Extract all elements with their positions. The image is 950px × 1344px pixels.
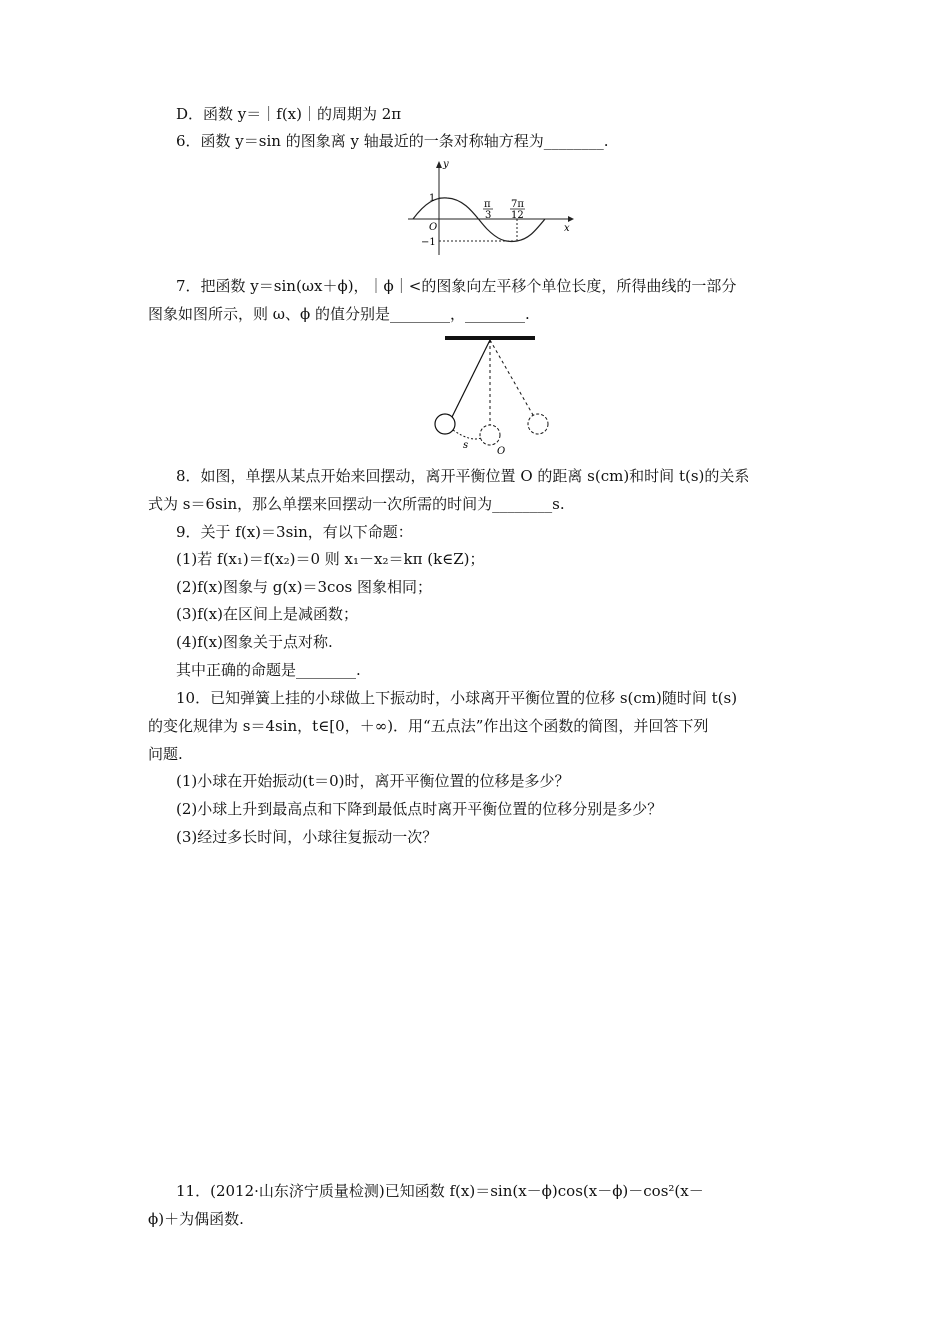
- extreme-string: [490, 340, 533, 415]
- problem-7-line-1: 7．把函数 y＝sin(ωx＋ϕ)，｜ϕ｜<的图象向左平移个单位长度，所得曲线的一部分: [176, 277, 737, 295]
- problem-10-line-3: 问题.: [148, 745, 183, 763]
- problem-10-question-2: (2)小球上升到最高点和下降到最低点时离开平衡位置的位移分别是多少？: [176, 800, 663, 818]
- x-axis-label: x: [564, 223, 570, 234]
- problem-11-line-2: ϕ)＋为偶函数.: [148, 1210, 244, 1228]
- sine-curve: [413, 198, 545, 242]
- y-tick-neg-one: −1: [421, 237, 436, 248]
- origin-label: O: [429, 222, 438, 233]
- x-tick-7pi12-numerator: 7π: [511, 199, 524, 210]
- problem-9-statement-1: (1)若 f(x₁)＝f(x₂)＝0 则 x₁－x₂＝kπ (k∈Z)；: [176, 550, 485, 568]
- pendulum-diagram: [425, 332, 555, 457]
- problem-7-line-2: 图象如图所示，则 ω、ϕ 的值分别是________，________.: [148, 305, 530, 323]
- problem-10-line-2: 的变化规律为 s＝4sin，t∈[0，＋∞)．用“五点法”作出这个函数的简图，并回答下列: [148, 717, 709, 735]
- problem-9-statement-3: (3)f(x)在区间上是减函数；: [176, 605, 358, 623]
- problem-10-question-1: (1)小球在开始振动(t＝0)时，离开平衡位置的位移是多少？: [176, 772, 570, 790]
- problem-9: 9．关于 f(x)＝3sin，有以下命题：: [176, 523, 413, 541]
- equilibrium-o-label: O: [497, 446, 506, 457]
- problem-9-statement-2: (2)f(x)图象与 g(x)＝3cos 图象相同；: [176, 578, 432, 596]
- sine-graph: [405, 155, 580, 260]
- problem-8-line-2: 式为 s＝6sin，那么单摆来回摆动一次所需的时间为________s.: [148, 495, 565, 513]
- option-d: D．函数 y＝｜f(x)｜的周期为 2π: [176, 105, 402, 123]
- y-axis-arrow: [436, 161, 442, 168]
- arc-s-label: s: [463, 440, 469, 451]
- problem-6: 6．函数 y＝sin 的图象离 y 轴最近的一条对称轴方程为________.: [176, 132, 609, 150]
- arc-s: [453, 430, 481, 439]
- x-tick-pi3-denominator: 3: [485, 210, 492, 221]
- problem-11-line-1: 11．(2012·山东济宁质量检测)已知函数 f(x)＝sin(x－ϕ)cos(x－ϕ)－cos²(x－: [176, 1182, 704, 1200]
- sine-graph-figure: [405, 155, 580, 260]
- problem-9-statement-4: (4)f(x)图象关于点对称.: [176, 633, 333, 651]
- extreme-bob: [528, 414, 548, 434]
- pendulum-bob: [435, 414, 455, 434]
- y-tick-one: 1: [429, 193, 436, 204]
- x-tick-7pi12-denominator: 12: [511, 210, 524, 221]
- pendulum-string: [452, 340, 490, 417]
- pendulum-figure: [425, 332, 555, 457]
- problem-8-line-1: 8．如图，单摆从某点开始来回摆动，离开平衡位置 O 的距离 s(cm)和时间 t(s)的关系: [176, 467, 750, 485]
- x-axis-arrow: [568, 216, 574, 222]
- problem-10-question-3: (3)经过多长时间，小球往复振动一次？: [176, 828, 438, 846]
- y-axis-label: y: [443, 159, 449, 170]
- problem-10-line-1: 10．已知弹簧上挂的小球做上下振动时，小球离开平衡位置的位移 s(cm)随时间 t(s): [176, 689, 738, 707]
- problem-9-question: 其中正确的命题是________.: [176, 661, 361, 679]
- x-tick-pi3-numerator: π: [484, 199, 491, 210]
- equilibrium-bob: [480, 425, 500, 445]
